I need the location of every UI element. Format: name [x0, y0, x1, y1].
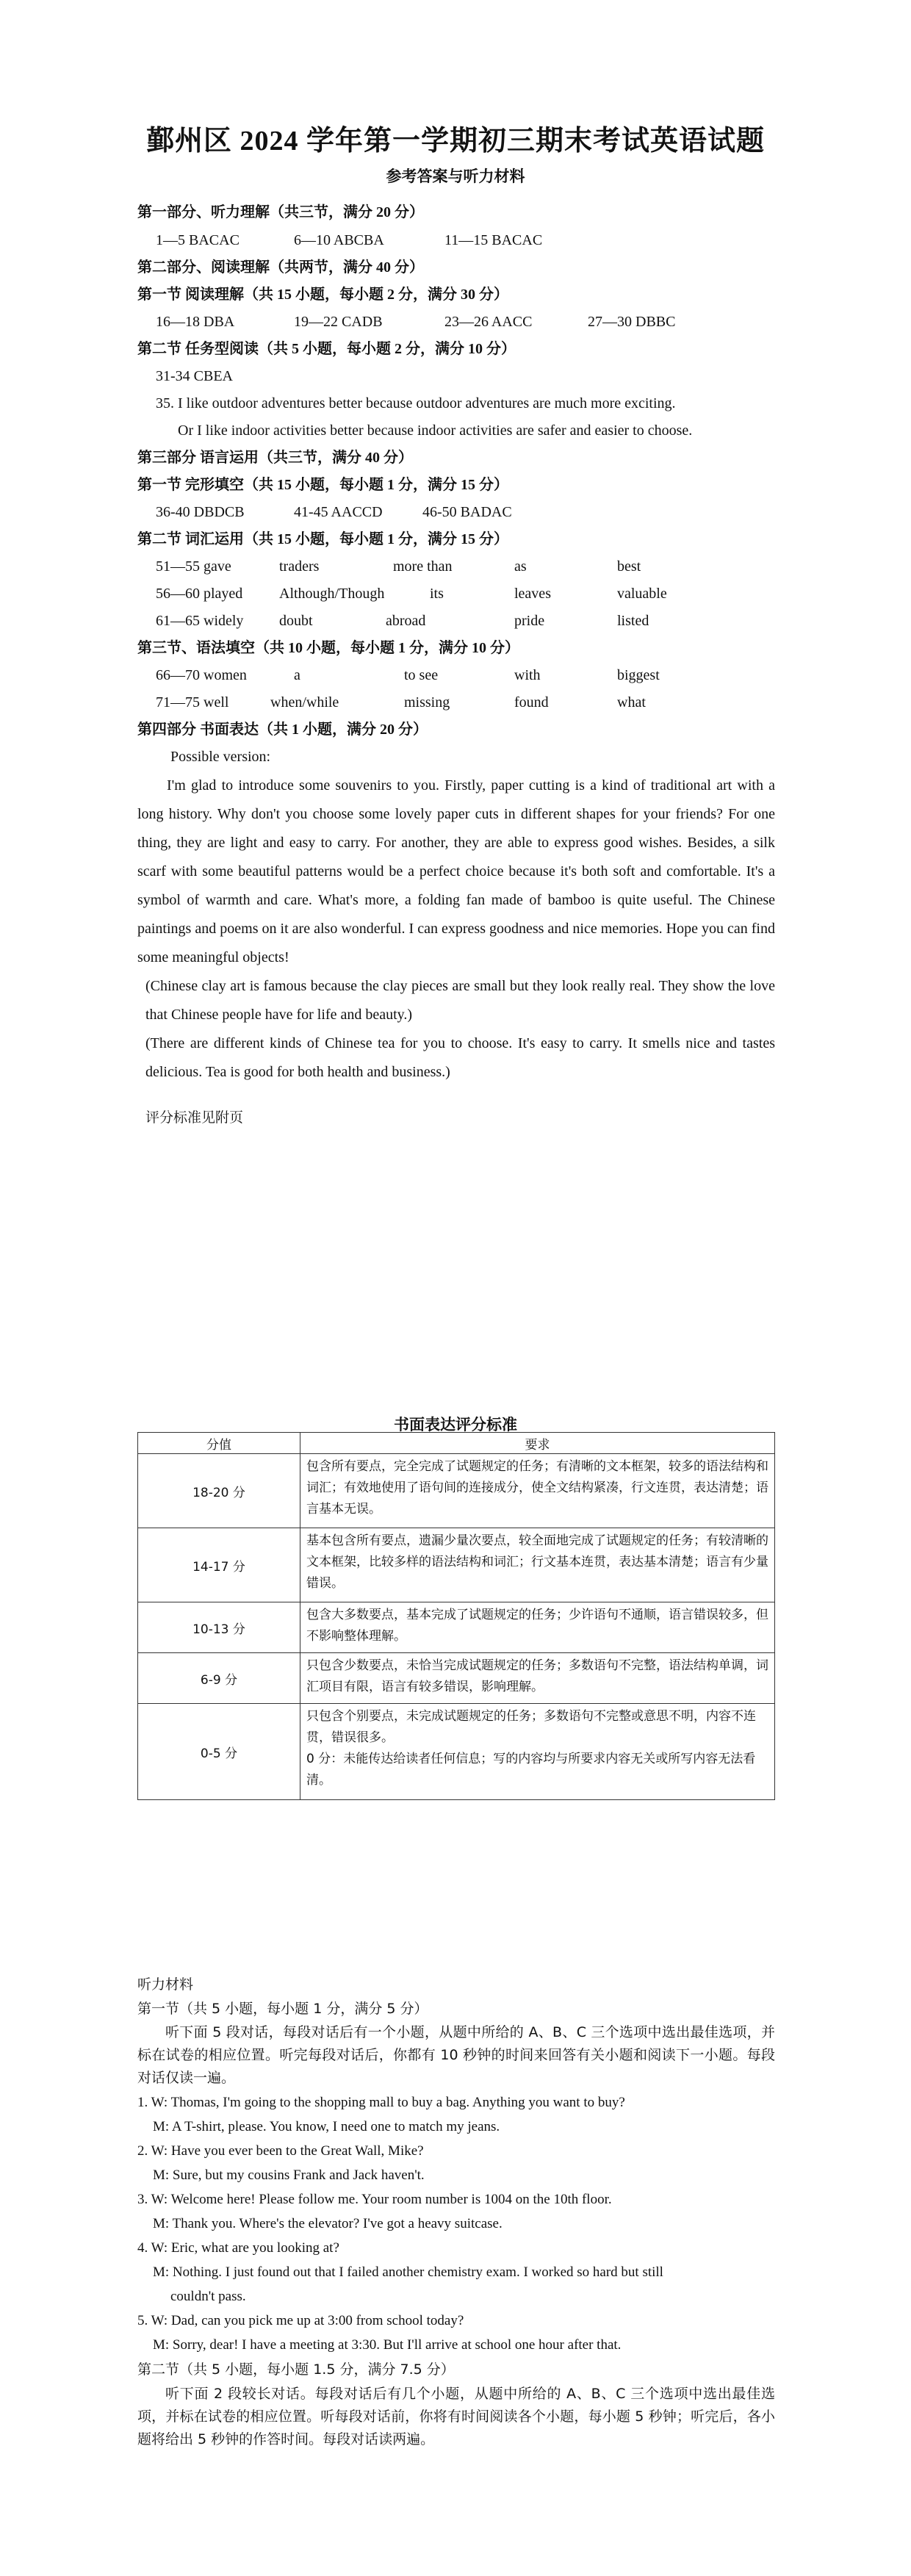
grammar-answer: biggest [617, 667, 660, 683]
dialogue-line: 1. W: Thomas, I'm going to the shopping mall to buy a bag. Anything you want to buy? [137, 2095, 625, 2110]
table-row [138, 1653, 775, 1704]
part3-sec2-heading: 第二节 词汇运用（共 15 小题，每小题 1 分，满分 15 分） [137, 531, 508, 547]
vocab-answer: as [514, 558, 527, 575]
answer-group: 27—30 DBBC [588, 314, 676, 330]
part2-sec1-heading: 第一节 阅读理解（共 15 小题，每小题 2 分，满分 30 分） [137, 287, 508, 303]
grammar-answer: to see [404, 667, 439, 683]
vocab-answer: 51—55 gave [156, 558, 231, 575]
answer-group: 16—18 DBA [156, 314, 235, 330]
essay-alternative: (Chinese clay art is famous because the clay pieces are small but they look really real. They show the love that Chinese people have for life and beauty.) [145, 978, 775, 1023]
rubric-note: 评分标准见附页 [145, 1109, 244, 1126]
grammar-answer: with [514, 667, 541, 683]
vocab-answer: listed [617, 613, 649, 629]
grammar-answer: what [617, 694, 646, 710]
dialogue-line: M: A T-shirt, please. You know, I need one to match my jeans. [153, 2119, 500, 2134]
answer-group: 46-50 BADAC [422, 504, 512, 520]
score-cell: 0-5 分 [138, 1704, 300, 1800]
listening-heading: 听力材料 [137, 1976, 194, 1993]
q35-answer-b: Or I like indoor activities better because indoor activities are safer and easier to choose. [178, 422, 693, 439]
vocab-answer: abroad [386, 613, 426, 629]
grammar-answer: 66—70 women [156, 667, 247, 683]
q35-answer-a: 35. I like outdoor adventures better because outdoor adventures are much more exciting. [156, 395, 676, 411]
vocab-answer: 56—60 played [156, 586, 243, 602]
rubric-table [137, 1432, 775, 1800]
answer-group: 23—26 AACC [444, 314, 533, 330]
requirement-cell: 基本包含所有要点，遗漏少量次要点，较全面地完成了试题规定的任务；有较清晰的文本框架，比较多样的语法结构和词汇；行文基本连贯，表达基本清楚；语言有少量错误。 [300, 1528, 775, 1602]
vocab-answer: Although/Though [279, 586, 385, 602]
table-row [138, 1602, 775, 1653]
answer-group: 1—5 BACAC [156, 232, 240, 248]
dialogue-line: M: Nothing. I just found out that I failed another chemistry exam. I worked so hard but still [153, 2264, 663, 2280]
requirement-text: 0 分：未能传达给读者任何信息；写的内容均与所要求内容无关或所写内容无法看清。 [306, 1752, 756, 1788]
vocab-answer: traders [279, 558, 320, 575]
requirement-cell: 包含大多数要点，基本完成了试题规定的任务；少许语句不通顺，语言错误较多，但不影响整体理解。 [300, 1602, 775, 1653]
table-row [138, 1528, 775, 1602]
dialogue-line: M: Thank you. Where's the elevator? I've got a heavy suitcase. [153, 2216, 503, 2231]
dialogue-line: 2. W: Have you ever been to the Great Wall, Mike? [137, 2143, 424, 2159]
vocab-answer: pride [514, 613, 545, 629]
requirement-cell: 只包含少数要点，未恰当完成试题规定的任务；多数语句不完整，语法结构单调，词汇项目有限，语言有较多错误，影响理解。 [300, 1653, 775, 1704]
answer-group: 19—22 CADB [294, 314, 383, 330]
dialogue-line: 5. W: Dad, can you pick me up at 3:00 from school today? [137, 2313, 464, 2328]
rubric-title: 书面表达评分标准 [394, 1416, 517, 1433]
grammar-answer: found [514, 694, 549, 710]
part2-heading: 第二部分、阅读理解（共两节，满分 40 分） [137, 259, 424, 276]
table-header-row [138, 1433, 775, 1454]
requirement-text: 只包含个别要点，未完成试题规定的任务；多数语句不完整或意思不明，内容不连贯，错误很多。 [306, 1709, 756, 1745]
requirement-cell: 包含所有要点，完全完成了试题规定的任务；有清晰的文本框架，较多的语法结构和词汇；有效地使用了语句间的连接成分，使全文结构紧凑，行文连贯，表达清楚；语言基本无误。 [300, 1454, 775, 1528]
part3-sec3-heading: 第三节、语法填空（共 10 小题，每小题 1 分，满分 10 分） [137, 640, 519, 656]
requirement-column-header: 要求 [300, 1433, 775, 1454]
essay-alternative: (There are different kinds of Chinese tea for you to choose. It's easy to carry. It smells nice and tastes delicious. Tea is good for both health and business.) [145, 1035, 775, 1080]
grammar-answer: when/while [270, 694, 339, 710]
page-subtitle: 参考答案与听力材料 [386, 168, 525, 185]
requirement-cell [300, 1704, 775, 1800]
page-title: 鄞州区 2024 学年第一学期初三期末考试英语试题 [145, 126, 765, 156]
grammar-answer: missing [404, 694, 450, 710]
answer-group: 11—15 BACAC [444, 232, 543, 248]
answer-group: 36-40 DBDCB [156, 504, 245, 520]
dialogue-line: 4. W: Eric, what are you looking at? [137, 2240, 339, 2256]
grammar-answer: 71—75 well [156, 694, 229, 710]
table-row [138, 1454, 775, 1528]
score-cell: 10-13 分 [138, 1602, 300, 1653]
answer-group: 41-45 AACCD [294, 504, 383, 520]
essay-paragraph: I'm glad to introduce some souvenirs to you. Firstly, paper cutting is a kind of traditional art with a long history. Why don't you choose some lovely paper cuts in different shapes for your friends? For one thing, they are light and easy to carry. For another, they are able to express good wishes. Besides, a silk scarf with some beautiful patterns would be a perfect choice because it's both soft and comfortable. It's a symbol of warmth and care. What's more, a folding fan made of bamboo is quite useful. The Chinese paintings and poems on it are also wonderful. I can express goodness and nice memories. Hope you can find some meaningful objects! [137, 777, 775, 965]
part2-sec2-heading: 第二节 任务型阅读（共 5 小题，每小题 2 分，满分 10 分） [137, 341, 516, 357]
answer-group: 31-34 CBEA [156, 368, 233, 384]
score-column-header: 分值 [138, 1433, 300, 1454]
score-cell: 14-17 分 [138, 1528, 300, 1602]
listening-sec1-instructions: 听下面 5 段对话，每段对话后有一个小题，从题中所给的 A、B、C 三个选项中选出最佳选项，并标在试卷的相应位置。听完每段对话后，你都有 10 秒钟的时间来回答有关小题和阅读下一小题。每段对话仅读一遍。 [137, 2024, 775, 2086]
grammar-answer: a [294, 667, 300, 683]
listening-sec2-instructions: 听下面 2 段较长对话。每段对话后有几个小题，从题中所给的 A、B、C 三个选项中选出最佳选项，并标在试卷的相应位置。听每段对话前，你将有时间阅读各个小题，每小题 5 秒钟；听完后，各小题将给出 5 秒钟的作答时间。每段对话读两遍。 [137, 2386, 775, 2447]
dialogue-line: M: Sure, but my cousins Frank and Jack haven't. [153, 2167, 425, 2183]
vocab-answer: leaves [514, 586, 551, 602]
part4-heading: 第四部分 书面表达（共 1 小题，满分 20 分） [137, 722, 428, 738]
vocab-answer: valuable [617, 586, 667, 602]
score-cell: 18-20 分 [138, 1454, 300, 1528]
dialogue-line: M: Sorry, dear! I have a meeting at 3:30. But I'll arrive at school one hour after that. [153, 2337, 622, 2353]
score-cell: 6-9 分 [138, 1653, 300, 1704]
dialogue-line: 3. W: Welcome here! Please follow me. Your room number is 1004 on the 10th floor. [137, 2192, 612, 2207]
vocab-answer: best [617, 558, 641, 575]
vocab-answer: doubt [279, 613, 313, 629]
listening-sec1-heading: 第一节（共 5 小题，每小题 1 分，满分 5 分） [137, 2001, 428, 2017]
listening-sec2-heading: 第二节（共 5 小题，每小题 1.5 分，满分 7.5 分） [137, 2361, 455, 2378]
possible-version-label: Possible version: [170, 749, 271, 765]
part3-heading: 第三部分 语言运用（共三节，满分 40 分） [137, 450, 413, 466]
vocab-answer: its [430, 586, 444, 602]
answer-group: 6—10 ABCBA [294, 232, 384, 248]
vocab-answer: more than [393, 558, 453, 575]
part1-heading: 第一部分、听力理解（共三节，满分 20 分） [137, 204, 424, 220]
part3-sec1-heading: 第一节 完形填空（共 15 小题，每小题 1 分，满分 15 分） [137, 477, 508, 493]
table-row [138, 1704, 775, 1800]
vocab-answer: 61—65 widely [156, 613, 244, 629]
dialogue-line: couldn't pass. [170, 2289, 246, 2304]
